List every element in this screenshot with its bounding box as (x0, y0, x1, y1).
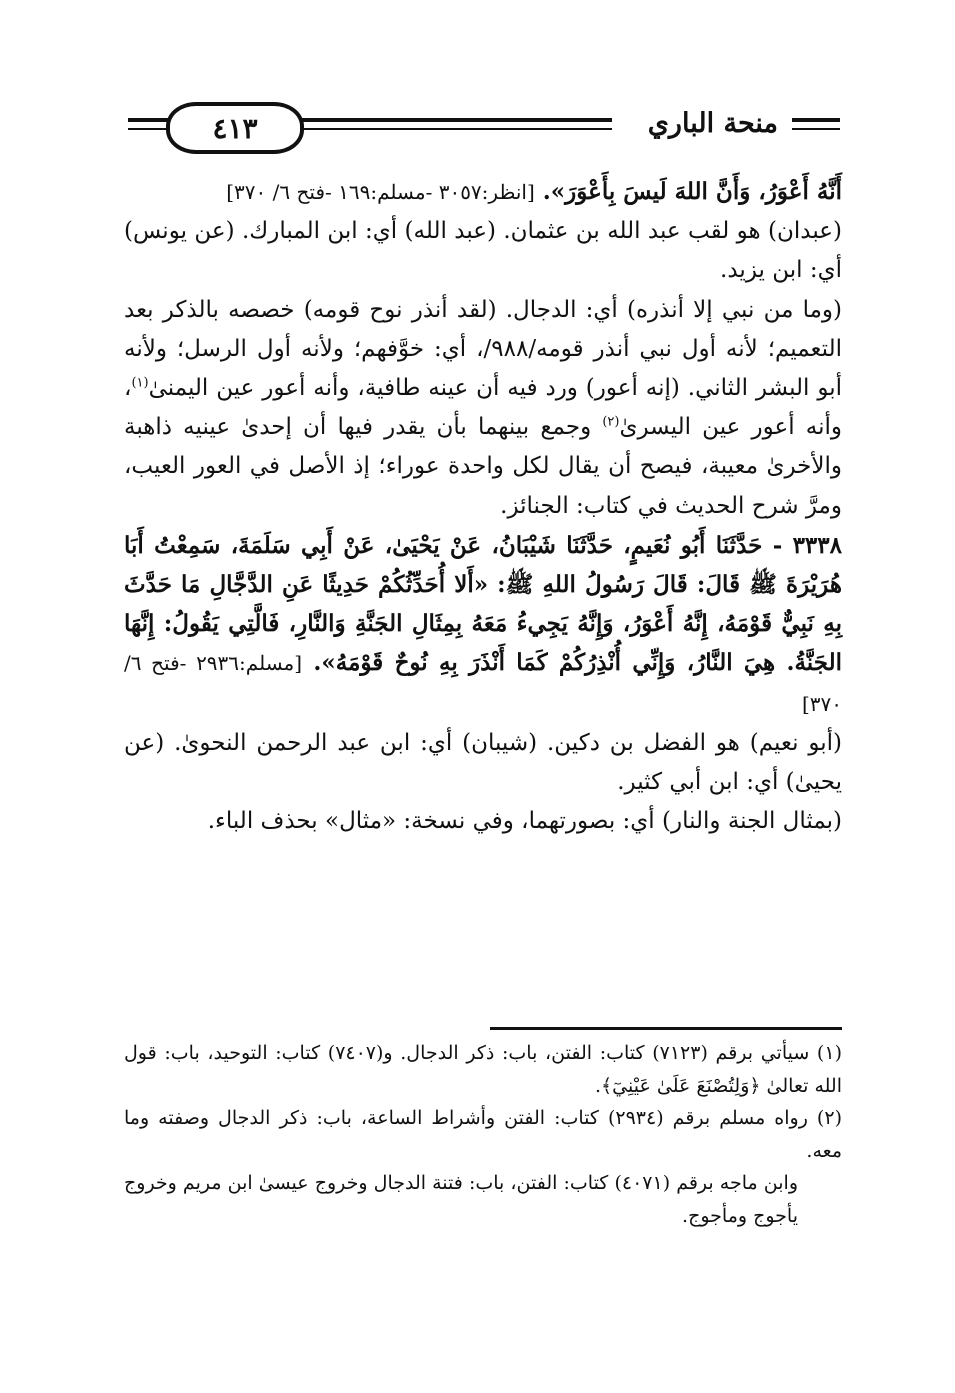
footnote-1: (١) سيأتي برقم (٧١٢٣) كتاب: الفتن، باب: ذكر الدجال. و(٧٤٠٧) كتاب: التوحيد، باب: قول الله تعالىٰ ﴿وَلِتُصْنَعَ عَلَىٰ عَيْنِيٓ﴾. (124, 1042, 842, 1097)
hadith-3338 (124, 526, 842, 724)
book-title: منحة الباري (647, 108, 778, 139)
main-text (124, 172, 842, 841)
header-rule-middle (300, 118, 612, 122)
hadith-3338-text: ٣٣٣٨ - حَدَّثَنَا أَبُو نُعَيمٍ، حَدَّثَنَا شَيْبَانُ، عَنْ يَحْيَىٰ، عَنْ أَبِي سَلَمَةَ، سَمِعْتُ أَبَا هُرَيْرَةَ ﷺ قَالَ: قَالَ رَسُولُ اللهِ ﷺ: «أَلا أُحَدِّثُكُمْ حَدِيثًا عَنِ الدَّجَّالِ مَا حَدَّثَ بِهِ نَبِيٌّ قَوْمَهُ، إِنَّهُ أَعْوَرُ، وَإِنَّهُ يَجِيءُ مَعَهُ بِمِثَالِ الجَنَّةِ وَالنَّارِ، فَالَّتِي يَقُولُ: إِنَّهَا الجَنَّةُ. هِيَ النَّارُ، وَإِنِّي أُنْذِرُكُمْ كَمَا أَنْذَرَ بِهِ نُوحٌ قَوْمَهُ». (124, 531, 842, 677)
footnote-separator (490, 1027, 842, 1030)
commentary-paragraph-2-part-c: وجمع بينهما بأن يقدر فيها أن إحدىٰ عينيه ذاهبة والأخرىٰ معيبة، فيصح أن يقال لكل واحدة عوراء؛ إذ الأصل في العور العيب، ومرَّ شرح الحديث في كتاب: الجنائز. (124, 414, 842, 519)
commentary-paragraph-4: (بمثال الجنة والنار) أي: بصورتهما، وفي نسخة: «مثال» بحذف الباء. (207, 808, 842, 835)
header-rule-middle-lower (300, 128, 612, 130)
header-rule-left (128, 118, 168, 122)
commentary-paragraph-3: (أبو نعيم) هو الفضل بن دكين. (شيبان) أي: ابن عبد الرحمن النحوىٰ. (عن يحيىٰ) أي: ابن أبي كثير. (124, 729, 842, 796)
footnote-marker-1[interactable]: (١) (131, 375, 149, 391)
commentary-paragraph-2-part-a: (وما من نبي إلا أنذره) أي: الدجال. (لقد أنذر نوح قومه) خصصه بالذكر بعد التعميم؛ لأنه أول نبي أنذر قومه/٩٨٨/، أي: خوَّفهم؛ ولأنه أول الرسل؛ ولأنه أبو البشر الثاني. (إنه أعور) ورد فيه أن عينه طافية، وأنه أعور عين اليمنىٰ (124, 296, 842, 402)
page-number: ٤١٣ (166, 102, 304, 154)
header-rule-left-lower (128, 128, 168, 130)
footnote-2-continuation: وابن ماجه برقم (٤٠٧١) كتاب: الفتن، باب: فتنة الدجال وخروج عيسىٰ ابن مريم وخروج يأجوج ومأجوج. (124, 1172, 798, 1227)
hadith-continuation (124, 172, 842, 212)
commentary-paragraph-2-part-b: ، وأنه أعور عين اليسرىٰ (124, 375, 842, 441)
footnotes (124, 1037, 842, 1232)
hadith-3338-reference: [مسلم:٢٩٣٦ -فتح ٦/ ٣٧٠] (124, 651, 842, 716)
footnote-2: (٢) رواه مسلم برقم (٢٩٣٤) كتاب: الفتن وأشراط الساعة، باب: ذكر الدجال وصفته وما معه. (124, 1107, 842, 1162)
commentary-paragraph-2 (124, 291, 842, 526)
header-rule-right (792, 118, 840, 122)
hadith-continuation-text: أَنَّهُ أَعْوَرُ، وَأَنَّ اللهَ لَيسَ بِأَعْوَرَ». (542, 178, 842, 205)
hadith-continuation-reference: [انظر:٣٠٥٧ -مسلم:١٦٩ -فتح ٦/ ٣٧٠] (226, 180, 535, 204)
header-rule-right-lower (792, 128, 840, 130)
running-header (128, 98, 840, 152)
footnote-marker-2[interactable]: (٢) (602, 414, 620, 430)
commentary-paragraph-1: (عبدان) هو لقب عبد الله بن عثمان. (عبد الله) أي: ابن المبارك. (عن يونس) أي: ابن يزيد. (124, 218, 842, 284)
